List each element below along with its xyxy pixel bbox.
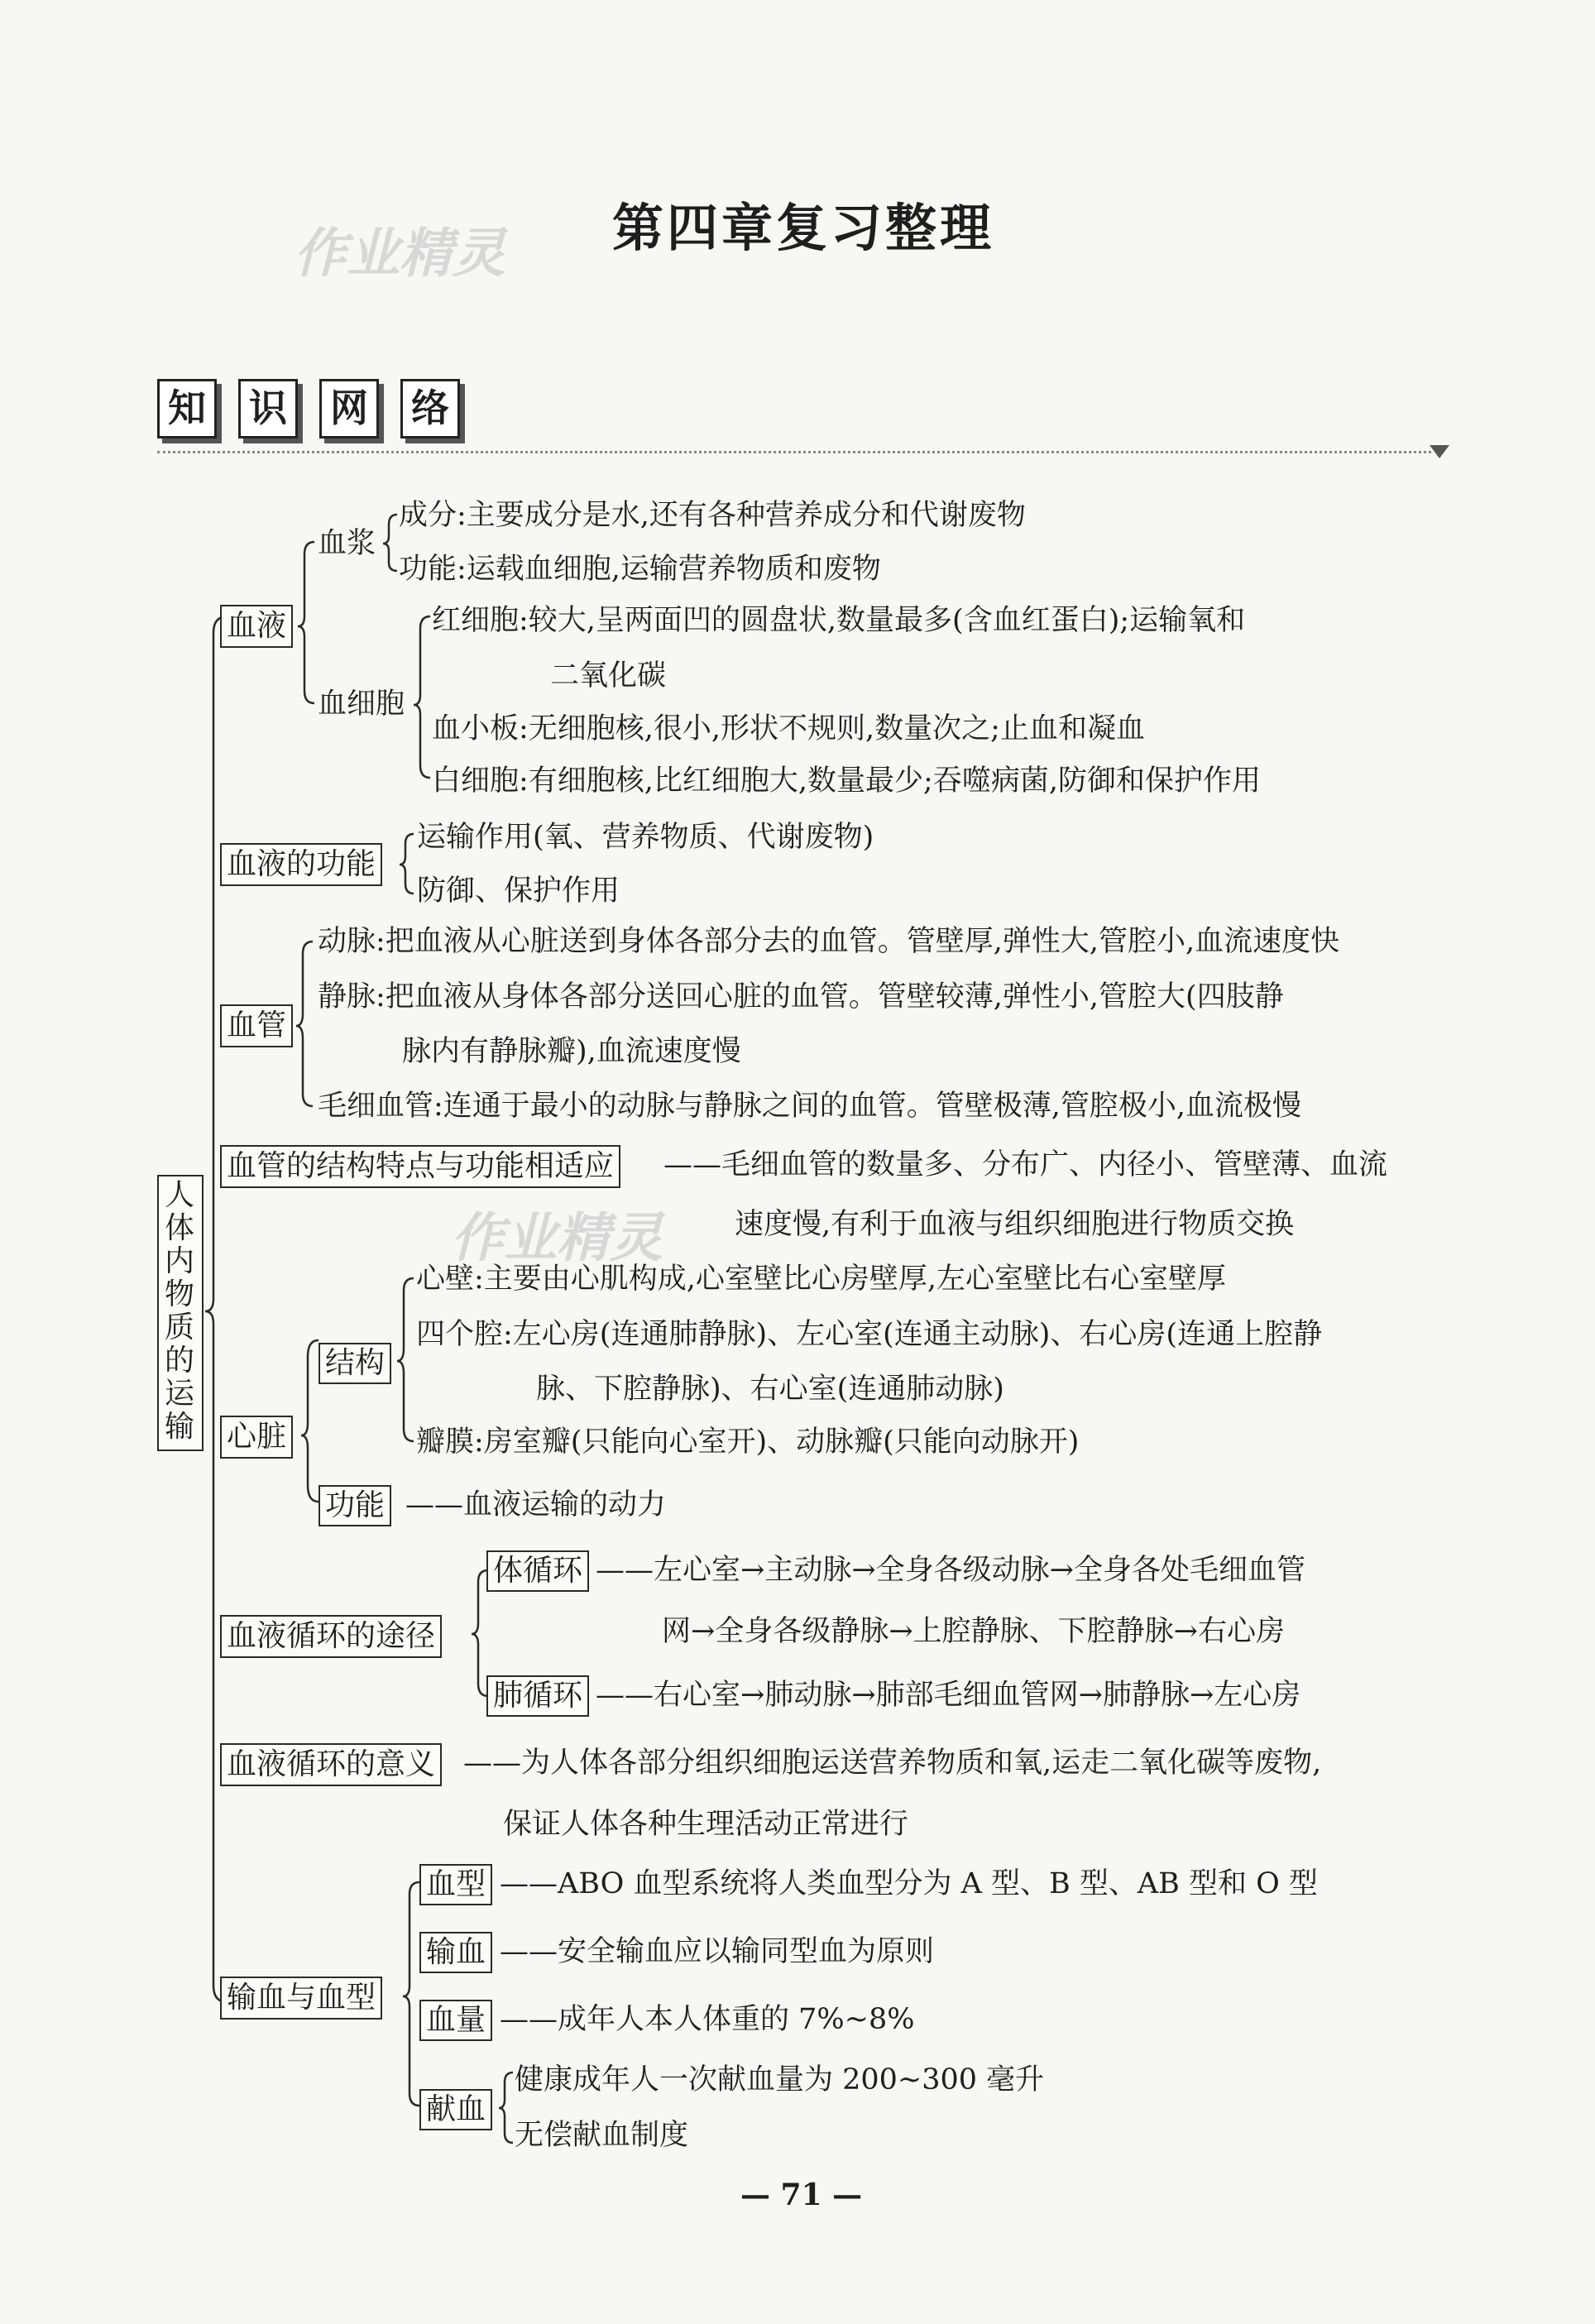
vein-text: 静脉:把血液从身体各部分送回心脏的血管。管壁较薄,弹性小,管腔大(四肢静 <box>318 980 1284 1013</box>
donation-item: 无偿献血制度 <box>515 2119 689 2152</box>
platelet-text: 血小板:无细胞核,很小,形状不规则,数量次之;止血和凝血 <box>432 712 1145 745</box>
heart-function-label: 功能 <box>319 1485 391 1526</box>
blood-volume-text: ——成年人本人体重的 7%~8% <box>500 2003 915 2036</box>
structure-function-text-cont: 速度慢,有利于血液与组织细胞进行物质交换 <box>735 1208 1295 1241</box>
page-title: 第四章复习整理 <box>612 198 995 258</box>
donation-item: 健康成年人一次献血量为 200~300 毫升 <box>515 2063 1045 2096</box>
transfuse-label: 输血 <box>419 1932 492 1973</box>
donation-label: 献血 <box>419 2089 492 2130</box>
transfuse-text: ——安全输血应以输同型血为原则 <box>500 1935 935 1968</box>
blood-type-label: 血型 <box>419 1864 492 1905</box>
blood-function-item: 运输作用(氧、营养物质、代谢废物) <box>417 821 874 854</box>
rbc-text: 红细胞:较大,呈两面凹的圆盘状,数量最多(含血红蛋白);运输氧和 <box>432 604 1246 637</box>
section-tag: 知 <box>157 379 217 438</box>
significance-text-cont: 保证人体各种生理活动正常进行 <box>503 1808 909 1841</box>
vessels-label: 血管 <box>220 1004 293 1047</box>
wbc-text: 白细胞:有细胞核,比红细胞大,数量最少;吞噬病菌,防御和保护作用 <box>432 764 1261 798</box>
heart-chambers-text: 四个腔:左心房(连通肺静脉)、左心室(连通主动脉)、右心房(连通上腔静 <box>416 1318 1323 1351</box>
plasma-label: 血浆 <box>318 527 376 560</box>
blood-function-item: 防御、保护作用 <box>417 874 620 908</box>
section-tag: 识 <box>238 379 298 438</box>
blood-label: 血液 <box>220 605 293 648</box>
significance-label: 血液循环的意义 <box>220 1743 442 1786</box>
rbc-text-cont: 二氧化碳 <box>550 659 667 692</box>
section-tag: 络 <box>400 379 460 438</box>
vein-text-cont: 脉内有静脉瓣),血流速度慢 <box>402 1035 741 1068</box>
pulmonary-text: ——右心室→肺动脉→肺部毛细血管网→肺静脉→左心房 <box>596 1679 1301 1712</box>
watermark: 作业精灵 <box>451 1208 663 1269</box>
systemic-text-cont: 网→全身各级静脉→上腔静脉、下腔静脉→右心房 <box>662 1615 1285 1648</box>
blood-function-label: 血液的功能 <box>220 843 382 886</box>
page-number: — 71 — <box>740 2178 863 2212</box>
transfusion-label: 输血与血型 <box>220 1977 382 2020</box>
plasma-function: 功能:运载血细胞,运输营养物质和废物 <box>399 553 881 586</box>
capillary-text: 毛细血管:连通于最小的动脉与静脉之间的血管。管壁极薄,管腔极小,血流极慢 <box>318 1090 1302 1123</box>
watermark: 作业精灵 <box>294 223 505 285</box>
heart-valves-text: 瓣膜:房室瓣(只能向心室开)、动脉瓣(只能向动脉开) <box>416 1426 1080 1459</box>
artery-text: 动脉:把血液从心脏送到身体各部分去的血管。管壁厚,弹性大,管腔小,血流速度快 <box>318 925 1340 958</box>
systemic-label: 体循环 <box>486 1550 589 1592</box>
root-label: 人体内物质的运输 <box>164 1178 194 1444</box>
plasma-composition: 成分:主要成分是水,还有各种营养成分和代谢废物 <box>399 499 1026 532</box>
heart-function-text: ——血液运输的动力 <box>405 1488 667 1521</box>
heart-structure-label: 结构 <box>319 1343 391 1384</box>
significance-text: ——为人体各部分组织细胞运送营养物质和氧,运走二氧化碳等废物, <box>463 1747 1322 1780</box>
blood-volume-label: 血量 <box>419 2000 492 2041</box>
structure-function-label: 血管的结构特点与功能相适应 <box>220 1145 620 1188</box>
section-tag: 网 <box>319 379 379 438</box>
structure-function-text: ——毛细血管的数量多、分布广、内径小、管壁薄、血流 <box>663 1148 1388 1181</box>
heart-label: 心脏 <box>220 1416 293 1459</box>
circulation-label: 血液循环的途径 <box>220 1615 442 1658</box>
systemic-text: ——左心室→主动脉→全身各级动脉→全身各处毛细血管 <box>596 1554 1305 1587</box>
blood-cells-label: 血细胞 <box>318 688 405 721</box>
blood-type-text: ——ABO 血型系统将人类血型分为 A 型、B 型、AB 型和 O 型 <box>500 1867 1318 1900</box>
heart-wall-text: 心壁:主要由心肌构成,心室壁比心房壁厚,左心室壁比右心室壁厚 <box>416 1263 1227 1296</box>
heart-chambers-text-cont: 脉、下腔静脉)、右心室(连通肺动脉) <box>536 1373 1004 1406</box>
pulmonary-label: 肺循环 <box>486 1675 589 1717</box>
